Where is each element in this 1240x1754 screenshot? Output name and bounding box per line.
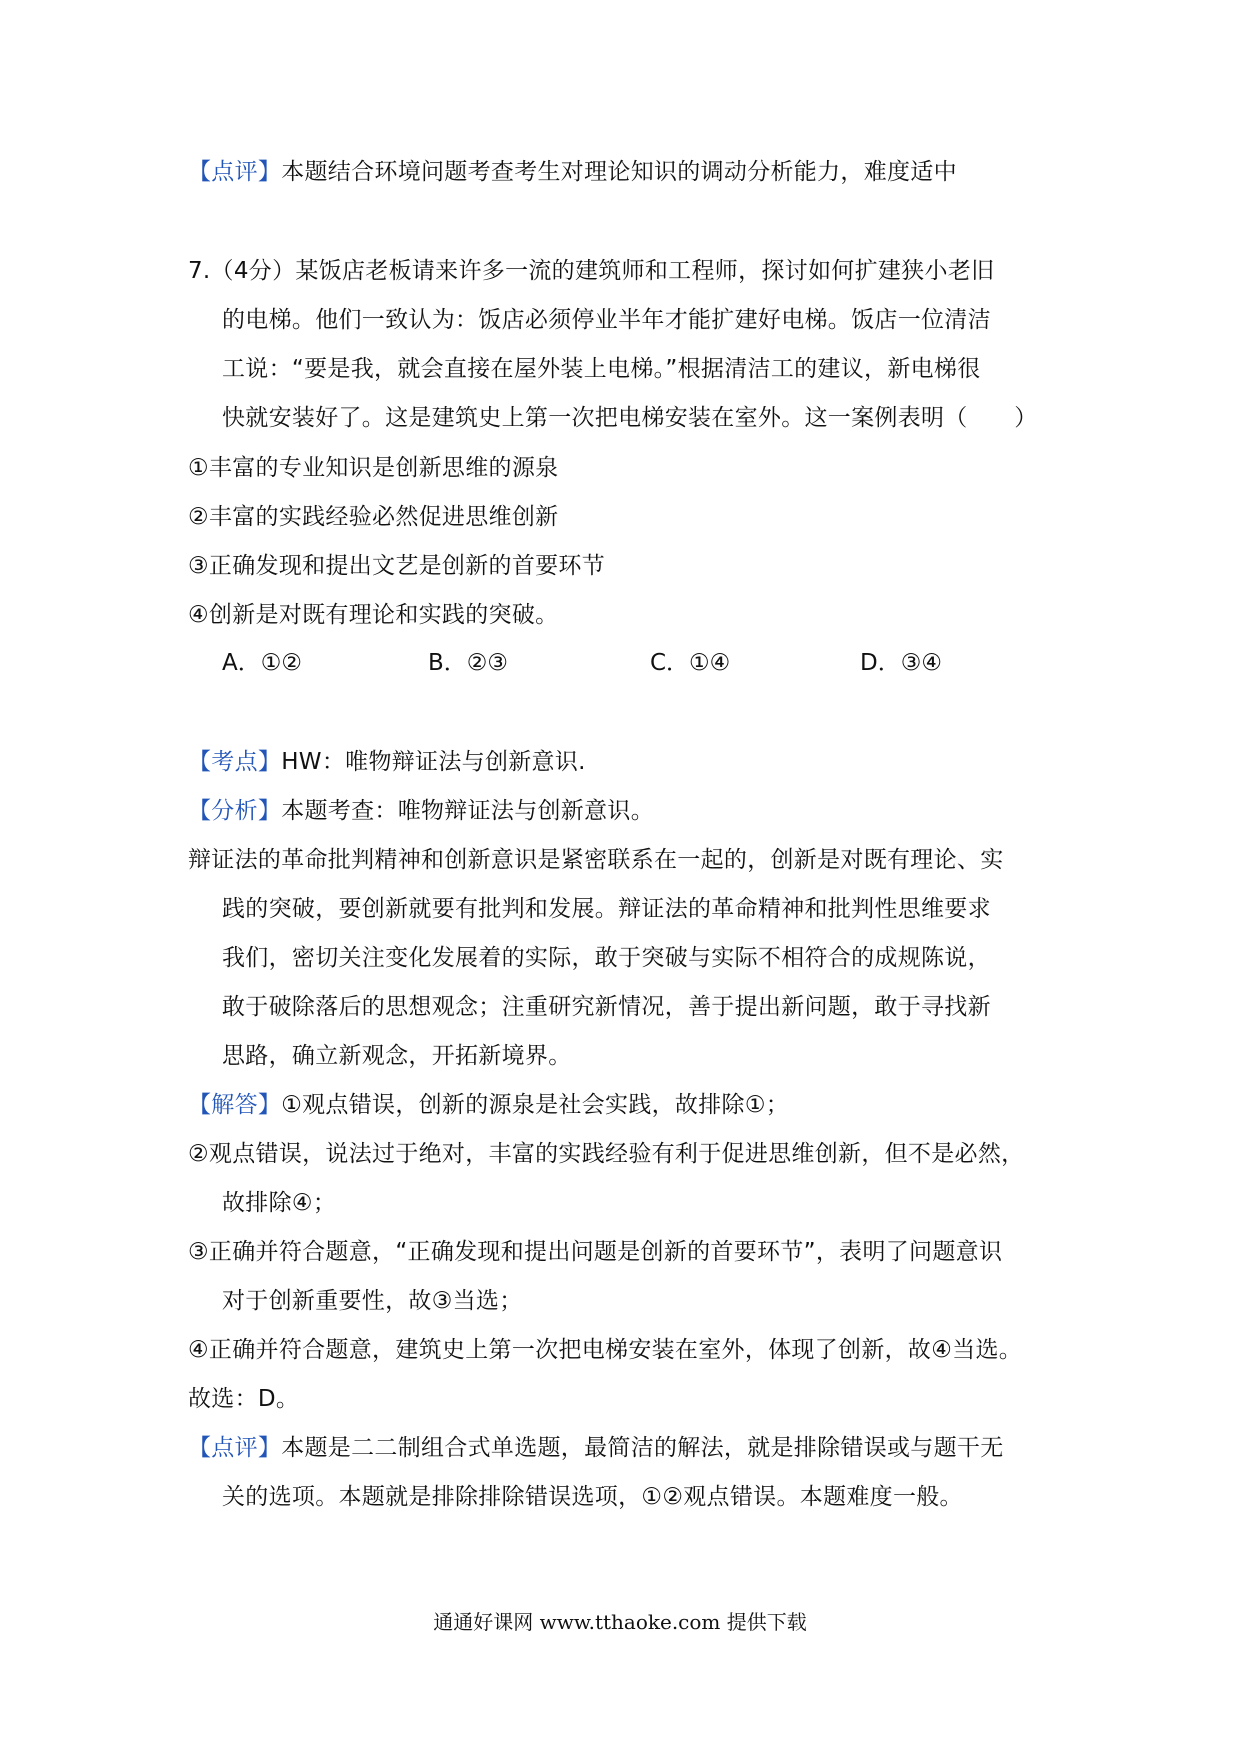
fenxi-text: 本题考查：唯物辩证法与创新意识。 xyxy=(281,798,655,824)
jieda xyxy=(188,1088,789,1123)
fenxi-tag: 【分析】 xyxy=(188,798,282,824)
kaodian xyxy=(188,745,586,780)
footer-source: 通通好课网 www.tthaoke.com 提供下载 xyxy=(433,1610,807,1634)
top-review xyxy=(188,155,957,190)
statement-1: ①丰富的专业知识是创新思维的源泉 xyxy=(188,455,559,481)
option-c: C．①④ xyxy=(650,650,731,676)
review-text: 本题结合环境问题考查考生对理论知识的调动分析能力，难度适中 xyxy=(281,159,957,185)
statement-4: ④创新是对既有理论和实践的突破。 xyxy=(188,602,559,628)
statement-3: ③正确发现和提出文艺是创新的首要环节 xyxy=(188,553,606,579)
fenxi xyxy=(188,794,654,829)
dianping-line-2: 关的选项。本题就是排除排除错误选项，①②观点错误。本题难度一般。 xyxy=(222,1484,963,1510)
jieda-line-2: 故排除④； xyxy=(222,1190,337,1216)
jieda-line-4: 对于创新重要性，故③当选； xyxy=(222,1288,523,1314)
kaodian-text: HW：唯物辩证法与创新意识. xyxy=(281,749,586,775)
option-d: D．③④ xyxy=(860,650,942,676)
question-stem-line-2: 的电梯。他们一致认为：饭店必须停业半年才能扩建好电梯。饭店一位清洁 xyxy=(222,307,991,333)
jieda-line-1: ②观点错误，说法过于绝对，丰富的实践经验有利于促进思维创新，但不是必然， xyxy=(188,1141,1025,1167)
fenxi-line-4: 敢于破除落后的思想观念；注重研究新情况，善于提出新问题，敢于寻找新 xyxy=(222,994,991,1020)
fenxi-line-2: 践的突破，要创新就要有批判和发展。辩证法的革命精神和批判性思维要求 xyxy=(222,896,991,922)
fenxi-line-5: 思路，确立新观念，开拓新境界。 xyxy=(222,1043,572,1069)
dianping-text: 本题是二二制组合式单选题，最简洁的解法，就是排除错误或与题干无 xyxy=(281,1435,1004,1461)
dianping xyxy=(188,1431,1004,1466)
question-stem-line-4: 快就安装好了。这是建筑史上第一次把电梯安装在室外。这一案例表明（ ） xyxy=(222,405,1038,431)
fenxi-line-1: 辩证法的革命批判精神和创新意识是紧密联系在一起的，创新是对既有理论、实 xyxy=(188,847,1004,873)
question-stem-line-1: 7.（4分）某饭店老板请来许多一流的建筑师和工程师，探讨如何扩建狭小老旧 xyxy=(188,258,995,284)
jieda-line-3: ③正确并符合题意，“正确发现和提出问题是创新的首要环节”，表明了问题意识 xyxy=(188,1239,1003,1265)
question-stem-line-3: 工说：“要是我，就会直接在屋外装上电梯。”根据清洁工的建议，新电梯很 xyxy=(222,356,981,382)
statement-2: ②丰富的实践经验必然促进思维创新 xyxy=(188,504,559,530)
jieda-line-6: 故选：D。 xyxy=(188,1386,300,1412)
dianping-tag: 【点评】 xyxy=(188,1435,282,1461)
jieda-text: ①观点错误，创新的源泉是社会实践，故排除①； xyxy=(281,1092,790,1118)
jieda-tag: 【解答】 xyxy=(188,1092,282,1118)
review-tag: 【点评】 xyxy=(188,159,282,185)
fenxi-line-3: 我们，密切关注变化发展着的实际，敢于突破与实际不相符合的成规陈说， xyxy=(222,945,991,971)
option-a: A．①② xyxy=(222,650,302,676)
kaodian-tag: 【考点】 xyxy=(188,749,282,775)
jieda-line-5: ④正确并符合题意，建筑史上第一次把电梯安装在室外，体现了创新，故④当选。 xyxy=(188,1337,1023,1363)
option-b: B．②③ xyxy=(428,650,509,676)
